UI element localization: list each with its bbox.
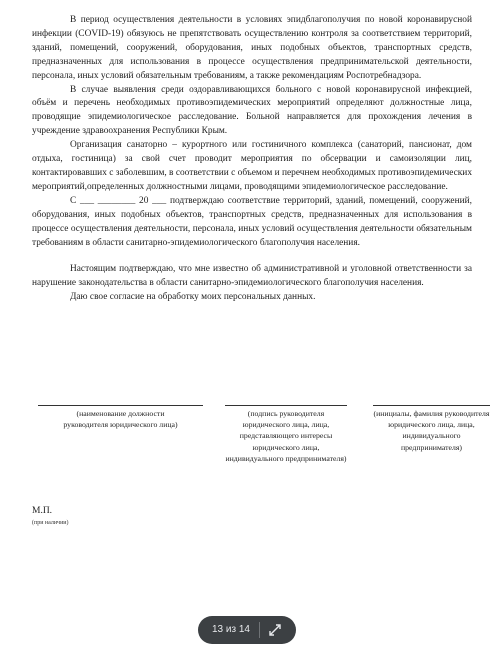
expand-diagonal-icon (269, 624, 281, 636)
expand-button[interactable] (264, 619, 286, 641)
initials-label: (инициалы, фамилия руководителя юридического лица, лица, индивидуального предпринимателя) (373, 409, 490, 452)
paragraph-infection-case: В случае выявления среди оздоравливающихся больного с новой коронавирусной инфекцией, объём и перечень необходимых противоэпидемических мероприятий определяют должностные лица, проводящие эпидемиологическое расследование. Больной направляется для прохождения лечения в учреждение здравоохранения Республики Крым. (32, 84, 472, 137)
viewer-toolbar (198, 616, 296, 644)
paragraph-consent: Даю свое согласие на обработку моих персональных данных. (70, 292, 316, 303)
signature-position-column (38, 405, 203, 430)
signature-line (38, 405, 203, 406)
paragraph-responsibility: Настоящим подтверждаю, что мне известно об административной и уголовной ответственности за нарушение законодательства в области санитарно-эпидемиологического благополучия населения. (32, 264, 472, 289)
stamp-label: М.П. (32, 506, 53, 516)
paragraph-spacer (32, 250, 472, 263)
signature-block (38, 405, 490, 485)
signature-line (373, 405, 490, 406)
page-counter: 13 из 14 (212, 624, 250, 635)
paragraph-observation: Организация санаторно – курортного или гостиничного комплекса (санаторий, пансионат, дом отдыха, гостиница) за свой счет проводит мероприятия по обсервации и самоизоляции лиц, контактировавших с заболевшим, в соответствии с объемом и перечнем необходимых противоэпидемических мероприятий,определенных должностными лицами, проводящими эпидемиологическое расследование. (32, 140, 473, 192)
paragraph-compliance-date: С ___ ________ 20 ___ подтверждаю соответствие территорий, зданий, помещений, сооружений, оборудования, иных подобных объектов, транспортных средств, предназначенных для использования в процессе осуществления деятельности, персонала, иных условий осуществления деятельности обязательным требованиям в области санитарно-эпидемиологического благополучия населения. (32, 195, 472, 248)
signature-initials-column (373, 405, 490, 453)
signature-label: (подпись руководителя юридического лица, лица, представляющего интересы юридического лица, индивидуального предпринимателя) (225, 409, 347, 463)
position-label: (наименование должности руководителя юридического лица) (63, 409, 178, 430)
toolbar-divider (259, 622, 260, 638)
paragraph-contract-control: В период осуществления деятельности в условиях эпидблагополучия по новой коронавирусной инфекции (COVID-19) обязуюсь не препятствовать осуществлению контроля за соответствием территорий, зданий, помещений, сооружений, оборудования, иных подобных объектов, транспортных средств, предназначенных для использования в процессе осуществления предпринимательской деятельности, персонала, иных условий обязательным требованиям, а также рекомендациям Роспотребнадзора. (32, 15, 472, 81)
signature-line (225, 405, 347, 406)
document-page (32, 14, 472, 305)
signature-sign-column (225, 405, 347, 464)
stamp-note: (при наличии) (32, 520, 69, 526)
